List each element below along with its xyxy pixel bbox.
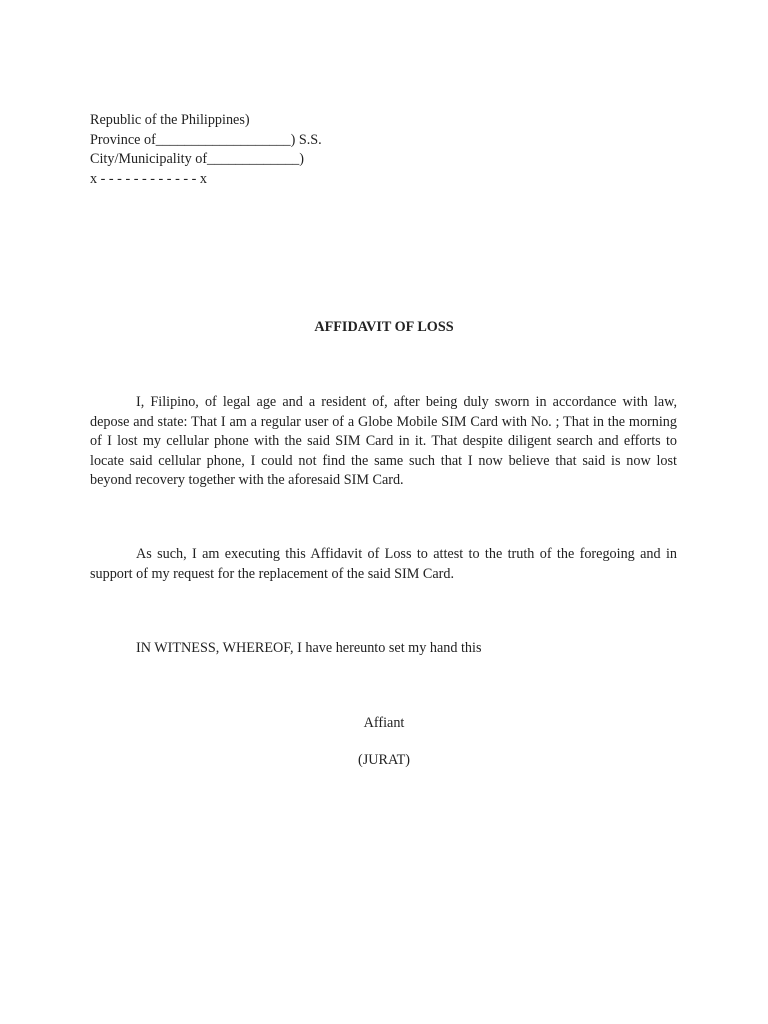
caption-separator: x - - - - - - - - - - - - x xyxy=(90,171,207,187)
paragraph-statement: I, Filipino, of legal age and a resident of, after being duly sworn in accordance with law, depose and state: That I am a regular user of a Globe Mobile SIM Card with No. ; That in the morning of I lost my cellular phone with the said SIM Card in it. That despite diligent search and efforts to locate said cellular phone, I could not find the same such that I now believe that said is now lost beyond recovery together with the aforesaid SIM Card. xyxy=(90,394,677,488)
paragraph-witness: IN WITNESS, WHEREOF, I have hereunto set my hand this xyxy=(136,640,482,656)
caption-city: City/Municipality of_____________) xyxy=(90,151,304,167)
document-title: AFFIDAVIT OF LOSS xyxy=(314,319,454,335)
affiant-label: Affiant xyxy=(363,715,405,731)
jurat-label: (JURAT) xyxy=(357,752,411,768)
caption-republic: Republic of the Philippines) xyxy=(90,112,250,128)
caption-province: Province of___________________) S.S. xyxy=(90,132,322,148)
paragraph-purpose: As such, I am executing this Affidavit of Loss to attest to the truth of the foregoing and in support of my request for the replacement of the said SIM Card. xyxy=(90,546,677,582)
